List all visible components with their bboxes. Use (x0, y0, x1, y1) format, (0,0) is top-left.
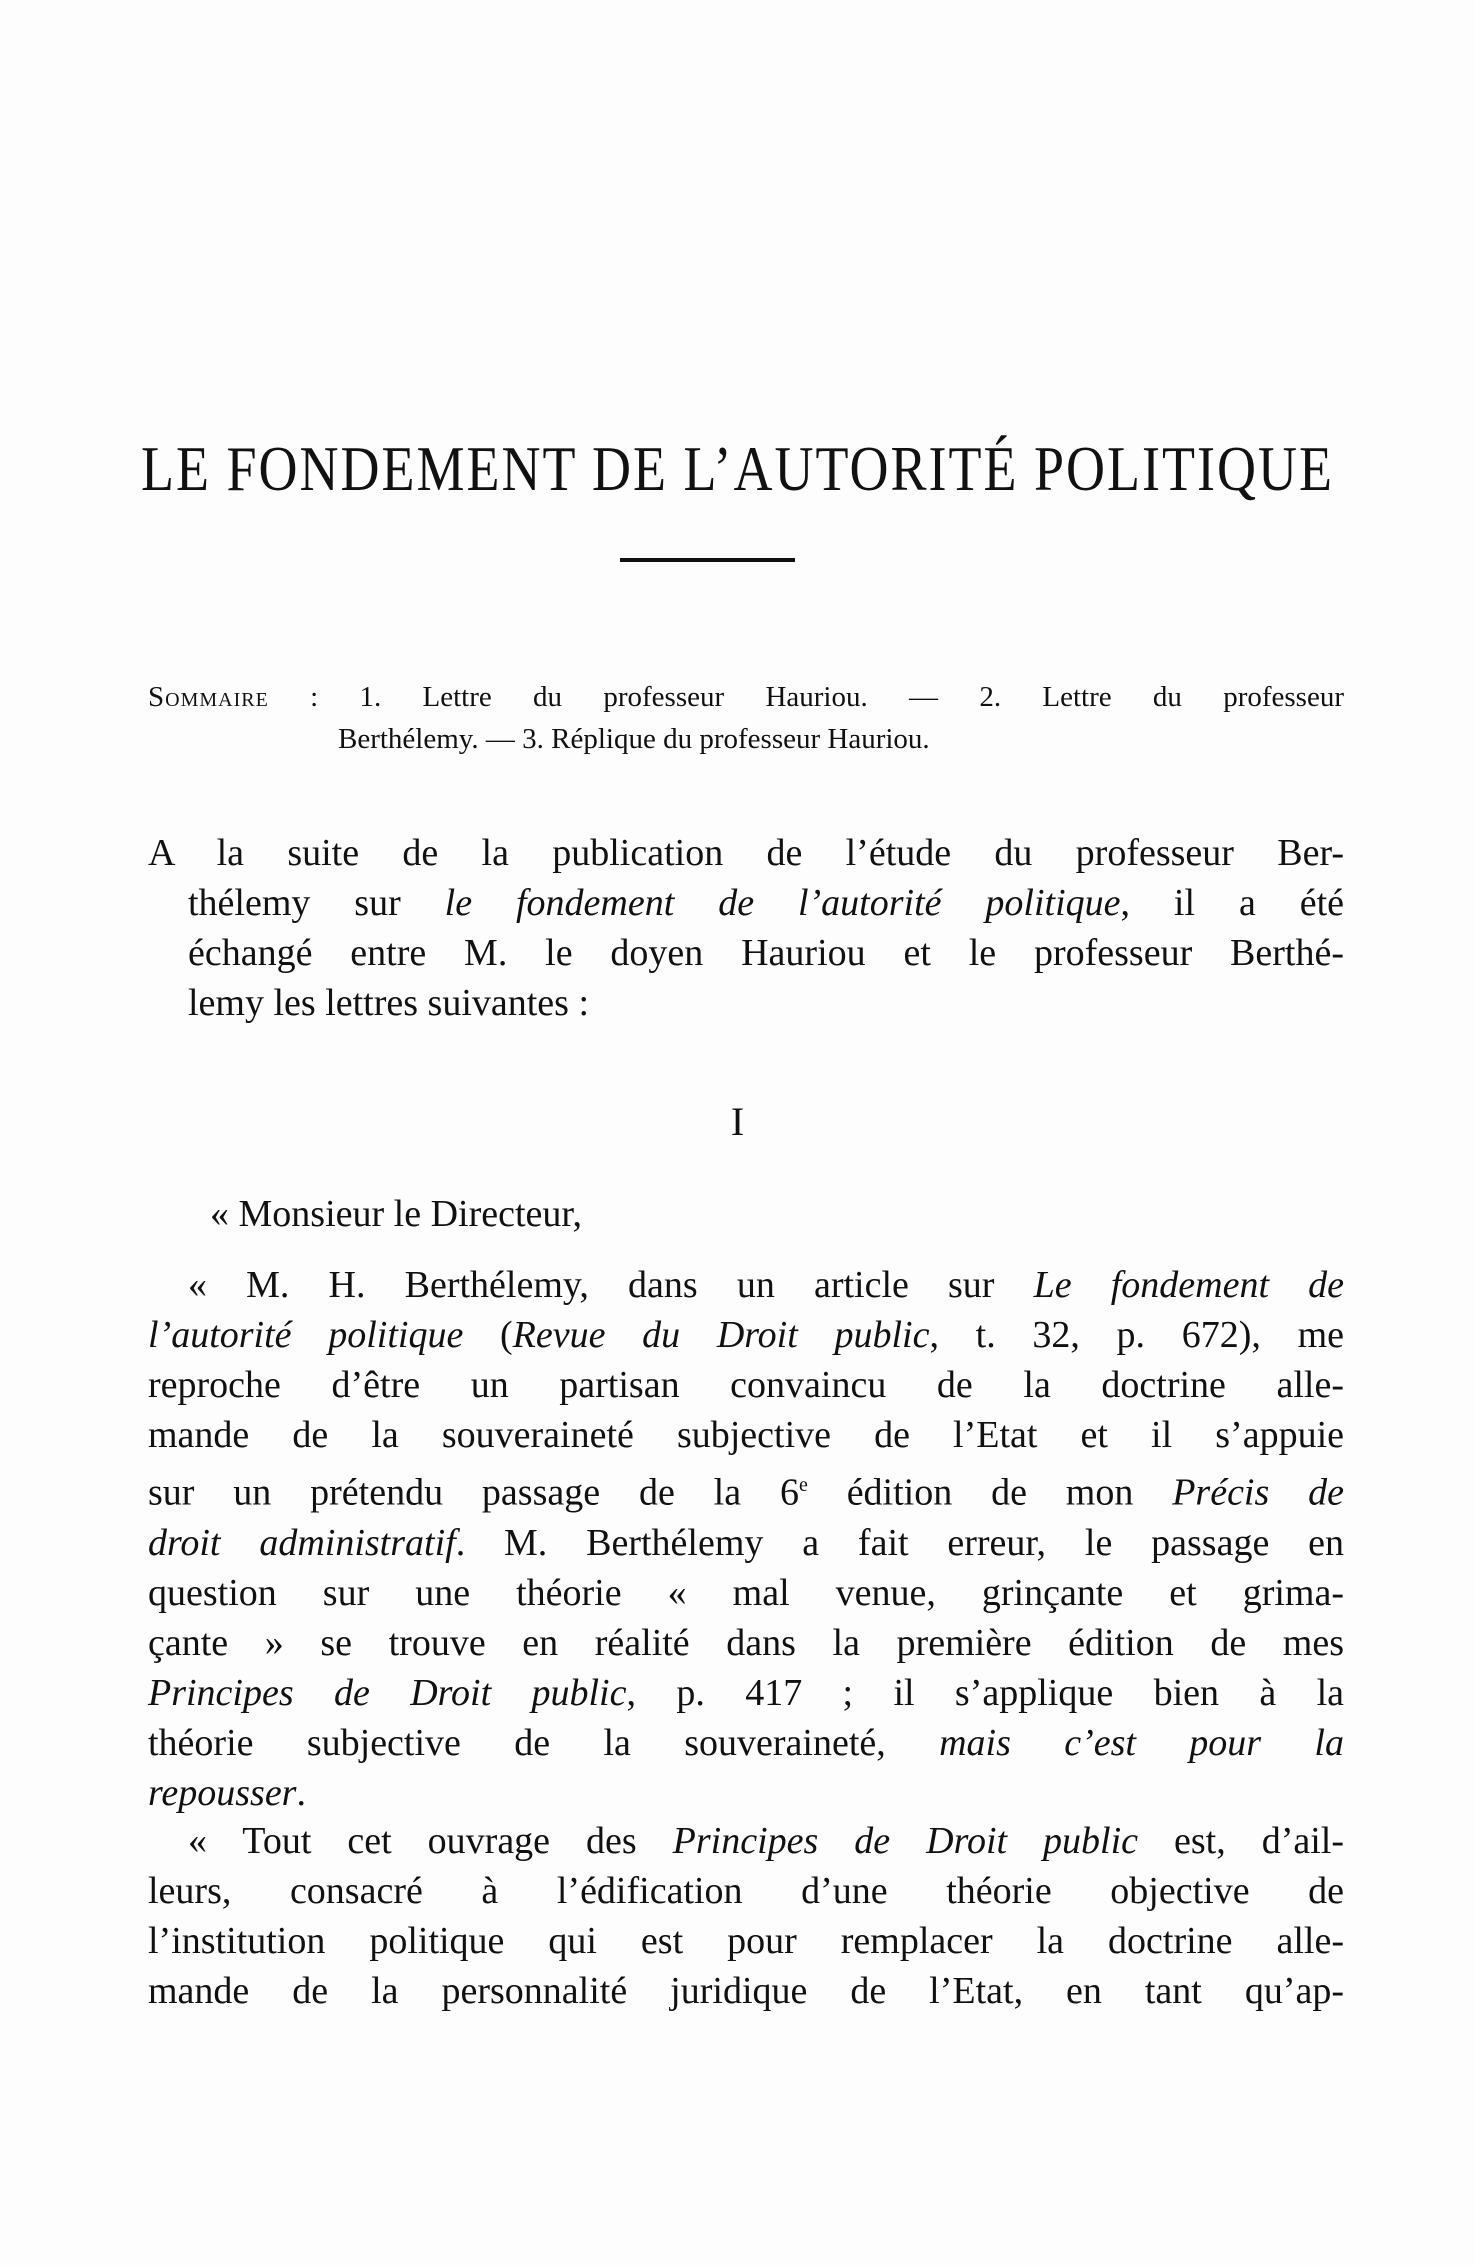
text-line: « Tout cet ouvrage des Principes de Droit public est, d’ail- (188, 1820, 1344, 1862)
italic-text: mais c’est pour la (939, 1721, 1344, 1764)
intro-paragraph (148, 828, 1344, 1028)
title-divider (620, 558, 795, 562)
text-line: droit administratif. M. Berthélemy a fait erreur, le passage en (148, 1521, 1344, 1564)
text-line: leurs, consacré à l’édification d’une théorie objective de (148, 1870, 1344, 1912)
text-line: lemy les lettres suivantes : (188, 982, 590, 1024)
text-line: question sur une théorie « mal venue, grinçante et grima- (148, 1571, 1344, 1614)
letter-paragraph-2 (148, 1816, 1344, 2016)
italic-title: le fondement de l’autorité politique (444, 882, 1121, 924)
summary-line: Berthélemy. — 3. Réplique du professeur Hauriou. (338, 723, 930, 755)
page-title: LE FONDEMENT DE L’AUTORITÉ POLITIQUE (141, 433, 1334, 504)
italic-title: Principes de Droit public (672, 1820, 1139, 1862)
text-line: Principes de Droit public, p. 417 ; il s’applique bien à la (148, 1671, 1344, 1714)
text-line: thélemy sur le fondement de l’autorité politique, il a été (188, 882, 1345, 924)
text-line: reproche d’être un partisan convaincu de la doctrine alle- (148, 1364, 1344, 1406)
letter-paragraph-1 (148, 1260, 1344, 1818)
text-line: échangé entre M. le doyen Hauriou et le professeur Berthé- (188, 932, 1344, 974)
text-line: repousser. (148, 1771, 306, 1814)
text-line: théorie subjective de la souveraineté, mais c’est pour la (148, 1721, 1344, 1764)
salutation: « Monsieur le Directeur, (210, 1193, 583, 1235)
italic-title: droit administratif (148, 1521, 456, 1564)
text-line: A la suite de la publication de l’étude du professeur Ber- (148, 832, 1344, 874)
italic-title: l’autorité politique (148, 1314, 464, 1356)
italic-title: Précis de (1172, 1471, 1344, 1514)
summary-label: Sommaire (148, 681, 269, 713)
text-line: l’institution politique qui est pour remplacer la doctrine alle- (148, 1920, 1344, 1962)
text-line: sur un prétendu passage de la 6e édition de mon Précis de (148, 1471, 1344, 1514)
summary-text: : 1. Lettre du professeur Hauriou. — 2. Lettre du professeur (268, 681, 1344, 713)
italic-title: Principes de Droit public (148, 1671, 627, 1714)
italic-text: repousser (148, 1771, 297, 1814)
section-number: I (730, 1099, 745, 1144)
text-line: çante » se trouve en réalité dans la première édition de mes (148, 1621, 1344, 1664)
text-line: « M. H. Berthélemy, dans un article sur Le fondement de (188, 1264, 1345, 1306)
text-line: mande de la personnalité juridique de l’Etat, en tant qu’ap- (148, 1970, 1344, 2012)
italic-title: Revue du Droit public (512, 1314, 930, 1356)
text-line: l’autorité politique (Revue du Droit public, t. 32, p. 672), me (148, 1314, 1345, 1356)
summary-line (148, 676, 1344, 718)
italic-title: Le fondement de (1033, 1264, 1345, 1306)
summary-block (148, 676, 1344, 760)
text-line: mande de la souveraineté subjective de l’Etat et il s’appuie (148, 1414, 1344, 1456)
